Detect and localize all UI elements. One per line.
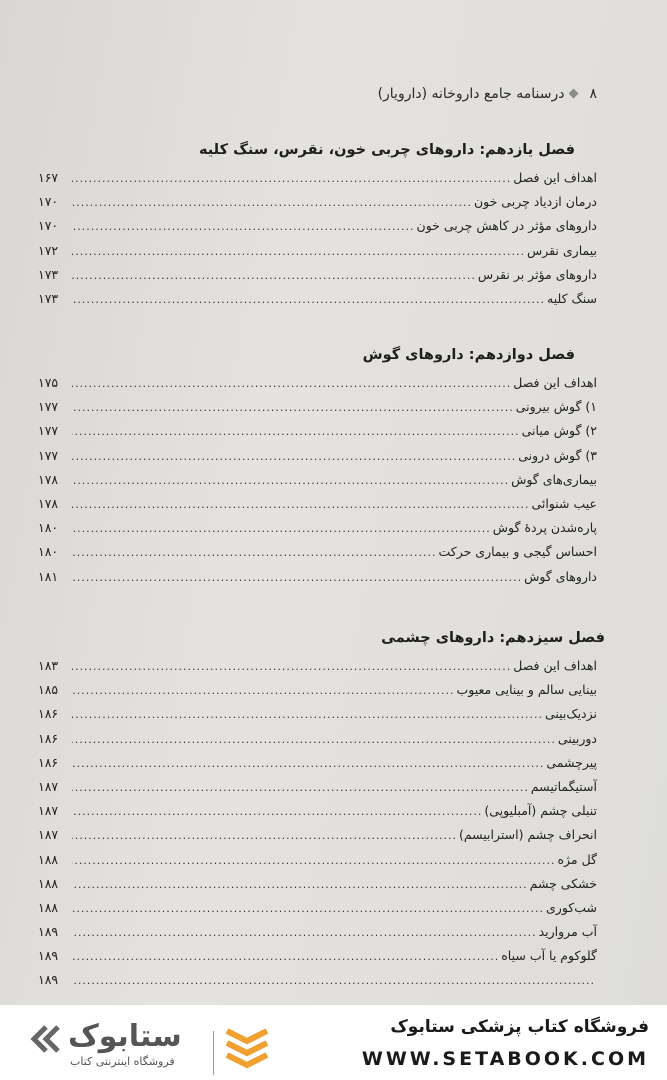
- toc-entry: [38, 896, 607, 920]
- toc-entry-title: داروهای مؤثر بر نقرس: [477, 266, 597, 282]
- diamond-bullet-icon: [569, 89, 579, 99]
- toc-entry-title: آستیگماتیسم: [530, 778, 597, 794]
- toc-entry-title: آب مروارید: [538, 924, 597, 940]
- toc-entry-title: دوربینی: [557, 730, 597, 746]
- toc-entry-page: ۱۶۷: [38, 170, 59, 185]
- chapter-title: فصل یازدهم: داروهای چربی خون، نقرس، سنگ کلیه: [198, 142, 575, 158]
- leader-dots: [72, 566, 522, 590]
- leader-dots: [72, 264, 476, 288]
- toc-entry: [38, 190, 607, 214]
- leader-dots: [72, 372, 511, 396]
- running-header: [297, 86, 597, 102]
- toc-entry-page: ۱۸۷: [38, 803, 59, 819]
- toc-entry: [38, 371, 607, 395]
- toc-entry-page: ۱۷۳: [38, 290, 59, 306]
- toc-entry-title: بیماری‌های گوش: [511, 471, 597, 487]
- leader-dots: [72, 215, 415, 239]
- toc-entry-page: ۱۸۸: [38, 851, 59, 867]
- toc-entry: [38, 727, 607, 751]
- chevrons-icon: [24, 1019, 64, 1071]
- toc-entry-title: احساس گیجی و بیماری حرکت: [438, 544, 597, 560]
- chapter-12: [38, 345, 607, 589]
- toc-entry: [38, 166, 607, 190]
- toc-entry-page: ۱۷۷: [38, 447, 59, 463]
- leader-dots: [72, 167, 511, 191]
- toc-entry-title: اهداف این فصل: [513, 170, 597, 185]
- page-number: ۸: [589, 86, 597, 102]
- toc-entry: [38, 239, 607, 263]
- toc-entry-page: ۱۸۹: [38, 972, 59, 988]
- toc-entry-page: ۱۷۸: [38, 495, 59, 511]
- leader-dots: [72, 752, 544, 776]
- toc-entry-page: ۱۸۷: [38, 778, 59, 794]
- leader-dots: [72, 776, 529, 800]
- toc-entry-title: اهداف این فصل: [513, 658, 597, 673]
- toc-entry-page: ۱۷۷: [38, 399, 59, 415]
- toc-entry-title: داروهای گوش: [524, 568, 597, 584]
- leader-dots: [72, 873, 528, 897]
- leader-dots: [72, 703, 543, 727]
- leader-dots: [72, 969, 595, 993]
- toc-entry-title: بینایی سالم و بینایی معیوب: [456, 682, 597, 698]
- toc-entry: [38, 775, 607, 799]
- toc-entry-title: گلوکوم یا آب سیاه: [501, 948, 597, 964]
- store-footer-banner: [0, 1005, 667, 1080]
- toc-entry-page: ۱۸۸: [38, 899, 59, 915]
- toc-entry-page: ۱۸۷: [38, 827, 59, 843]
- toc-entry-title: داروهای مؤثر در کاهش چربی خون: [416, 218, 597, 234]
- store-url[interactable]: WWW.SETABOOK.COM: [361, 1048, 649, 1070]
- leader-dots: [72, 541, 436, 565]
- book-title: درسنامه جامع داروخانه (دارویار): [377, 86, 565, 102]
- logo-wordmark: ستابوک: [68, 1019, 182, 1054]
- toc-entry-title: نزدیک‌بینی: [544, 706, 597, 722]
- toc-entry-page: ۱۸۶: [38, 730, 59, 746]
- toc-entry-title: ۱) گوش بیرونی: [515, 399, 597, 415]
- leader-dots: [72, 800, 482, 824]
- logo-divider: [213, 1031, 214, 1075]
- toc-entry: [38, 654, 607, 678]
- toc-entry-title: تنبلی چشم (آمبلیوپی): [484, 803, 597, 819]
- toc-entry: [38, 565, 607, 589]
- toc-entry: [38, 444, 607, 468]
- toc-entry-page: ۱۷۲: [38, 242, 59, 258]
- leader-dots: [72, 493, 529, 517]
- toc-entry: [38, 395, 607, 419]
- toc-entry-page: ۱۸۰: [38, 544, 59, 560]
- book-stack-icon: [225, 1021, 269, 1071]
- leader-dots: [72, 240, 525, 264]
- chapter-11: [38, 140, 607, 311]
- toc-entry-page: ۱۷۸: [38, 471, 59, 487]
- chapter-13: [38, 628, 607, 993]
- toc-entry-title: شب‌کوری: [546, 899, 597, 915]
- toc-entry-title: عیب شنوائی: [531, 495, 597, 511]
- toc-entry-title: پاره‌شدن پردهٔ گوش: [492, 520, 597, 536]
- leader-dots: [72, 191, 472, 215]
- toc-entry: [38, 678, 607, 702]
- leader-dots: [72, 469, 509, 493]
- toc-entry-partial: [38, 968, 607, 992]
- toc-entry: [38, 263, 607, 287]
- logo-subtitle: فروشگاه اینترنتی کتاب: [70, 1055, 175, 1068]
- toc-entry-page: ۱۸۵: [38, 682, 59, 698]
- toc-entry: [38, 287, 607, 311]
- toc-entry-page: ۱۸۳: [38, 658, 59, 673]
- toc-entry: [38, 540, 607, 564]
- toc-entry-title: انحراف چشم (استرابیسم): [458, 827, 597, 843]
- leader-dots: [72, 849, 555, 873]
- toc-entry-page: ۱۷۰: [38, 218, 59, 234]
- toc-entry-page: ۱۸۹: [38, 948, 59, 964]
- toc-entry: [38, 468, 607, 492]
- toc-entry-page: ۱۷۵: [38, 375, 59, 390]
- leader-dots: [72, 728, 556, 752]
- toc-entry: [38, 751, 607, 775]
- toc-entry-page: ۱۷۰: [38, 194, 59, 210]
- leader-dots: [72, 824, 457, 848]
- toc-entry-page: ۱۷۷: [38, 423, 59, 439]
- toc-entry-title: درمان ازدیاد چربی خون: [473, 194, 597, 210]
- toc-entry: [38, 799, 607, 823]
- toc-entry: [38, 920, 607, 944]
- setabook-logo: [30, 1017, 260, 1073]
- toc-entry-page: ۱۸۰: [38, 520, 59, 536]
- toc-entry-title: پیرچشمی: [546, 754, 597, 770]
- toc-entry: [38, 419, 607, 443]
- leader-dots: [72, 655, 511, 679]
- toc-entry: [38, 944, 607, 968]
- chapter-title: فصل سیزدهم: داروهای چشمی: [381, 630, 605, 646]
- toc-entry: [38, 848, 607, 872]
- leader-dots: [72, 945, 499, 969]
- toc-entry-page: ۱۸۸: [38, 875, 59, 891]
- toc-entry-page: ۱۷۳: [38, 266, 59, 282]
- toc-entry-title: ۳) گوش درونی: [518, 447, 597, 463]
- toc-entry: [38, 214, 607, 238]
- toc-entry-title: سنگ کلیه: [547, 290, 597, 306]
- toc-entry: [38, 823, 607, 847]
- toc-entry: [38, 492, 607, 516]
- toc-entry-page: ۱۸۹: [38, 924, 59, 940]
- store-name: فروشگاه کتاب پزشکی ستابوک: [390, 1017, 649, 1037]
- leader-dots: [72, 679, 454, 703]
- toc-entry: [38, 516, 607, 540]
- leader-dots: [72, 288, 545, 312]
- toc-entry-page: ۱۸۱: [38, 568, 59, 584]
- toc-entry-title: اهداف این فصل: [513, 375, 597, 390]
- leader-dots: [72, 396, 514, 420]
- toc-entry-title: خشکی چشم: [529, 875, 597, 891]
- toc-entry-title: بیماری نقرس: [526, 242, 597, 258]
- leader-dots: [72, 897, 544, 921]
- toc-entry-title: ۲) گوش میانی: [521, 423, 597, 439]
- leader-dots: [72, 445, 516, 469]
- leader-dots: [72, 420, 520, 444]
- toc-entry-page: ۱۸۶: [38, 706, 59, 722]
- chapter-title: فصل دوازدهم: داروهای گوش: [362, 347, 575, 363]
- toc-entry: [38, 872, 607, 896]
- leader-dots: [72, 921, 537, 945]
- toc-entry-page: ۱۸۶: [38, 754, 59, 770]
- leader-dots: [72, 517, 491, 541]
- toc-entry-title: گل مژه: [557, 851, 597, 867]
- toc-entry: [38, 702, 607, 726]
